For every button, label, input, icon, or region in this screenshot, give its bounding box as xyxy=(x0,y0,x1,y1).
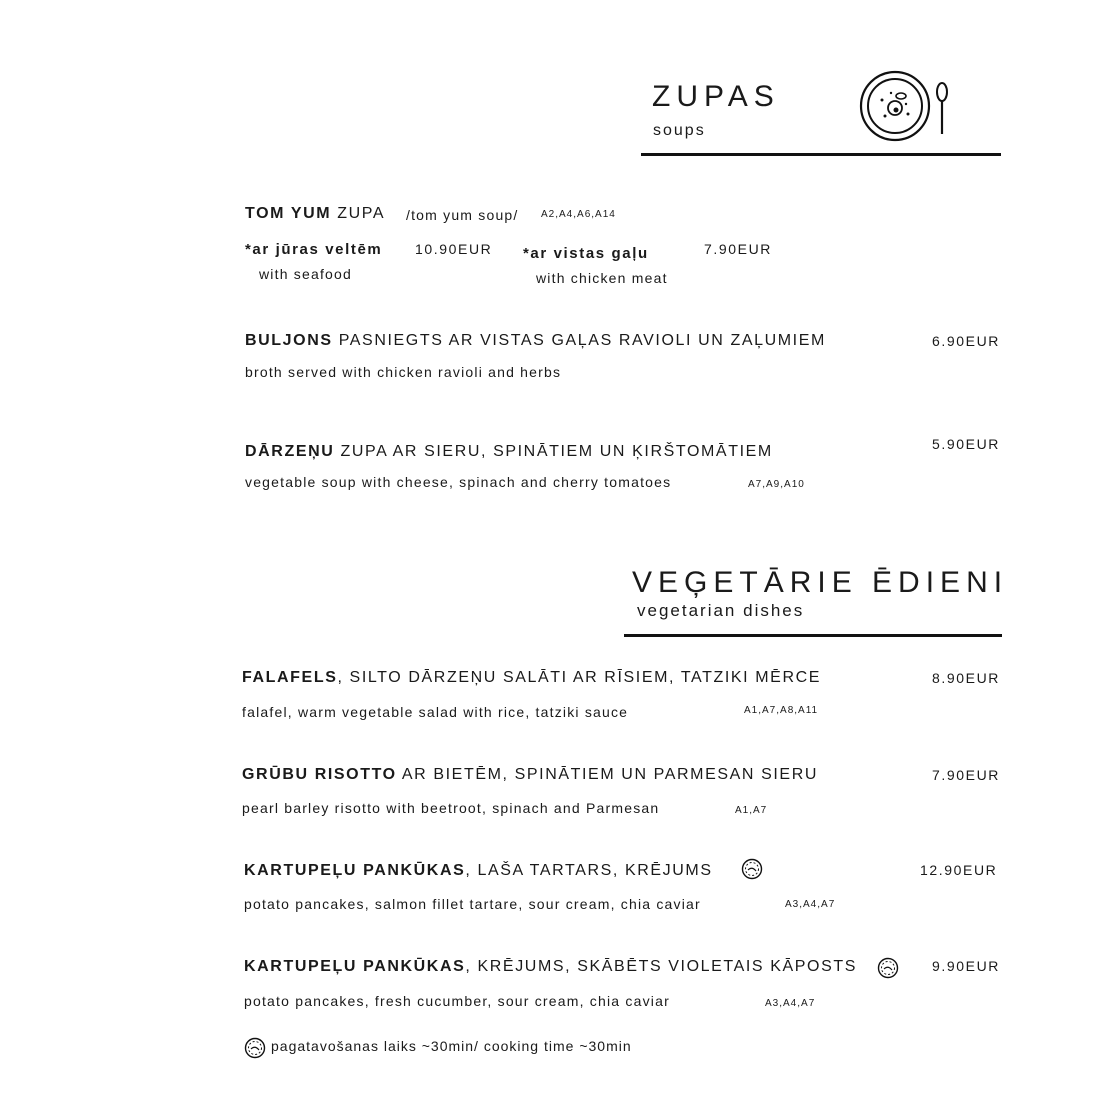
cooking-time-note: pagatavošanas laiks ~30min/ cooking time ~30min xyxy=(271,1038,632,1054)
dish-desc: broth served with chicken ravioli and herbs xyxy=(245,364,562,380)
allergens: A7,A9,A10 xyxy=(748,479,805,490)
dish-price: 12.90EUR xyxy=(920,862,998,878)
option-chicken-label: *ar vistas gaļu xyxy=(523,245,649,262)
dish-tom-yum xyxy=(245,205,385,223)
allergens: A1,A7,A8,A11 xyxy=(744,705,819,716)
cooking-time-icon xyxy=(877,957,899,979)
option-seafood-desc: with seafood xyxy=(259,266,353,282)
dish-desc: pearl barley risotto with beetroot, spinach and Parmesan xyxy=(242,800,660,816)
allergens: A1,A7 xyxy=(735,805,768,816)
soups-divider xyxy=(641,153,1001,156)
dish-price: 6.90EUR xyxy=(932,333,1001,349)
allergens: A3,A4,A7 xyxy=(785,899,836,910)
dish-name-rest: ZUPA xyxy=(331,205,386,222)
option-seafood-price: 10.90EUR xyxy=(415,241,493,257)
option-chicken-desc: with chicken meat xyxy=(536,270,668,286)
dish-kartupelu-cabbage xyxy=(244,958,857,976)
vegetarian-title: VEĢETĀRIE ĒDIENI xyxy=(632,566,1009,599)
dish-name-bold: KARTUPEĻU PANKŪKAS xyxy=(244,958,466,975)
dish-desc: falafel, warm vegetable salad with rice, tatziki sauce xyxy=(242,704,629,720)
dish-price: 7.90EUR xyxy=(932,767,1001,783)
cooking-time-icon xyxy=(741,858,763,880)
dish-desc: potato pancakes, salmon fillet tartare, sour cream, chia caviar xyxy=(244,896,701,912)
dish-name-rest: , KRĒJUMS, SKĀBĒTS VIOLETAIS KĀPOSTS xyxy=(465,958,858,975)
dish-name-bold: FALAFELS xyxy=(242,669,338,686)
dish-name-bold: KARTUPEĻU PANKŪKAS xyxy=(244,862,466,879)
dish-name-rest: ZUPA AR SIERU, SPINĀTIEM UN ĶIRŠTOMĀTIEM xyxy=(334,443,773,460)
dish-price: 9.90EUR xyxy=(932,958,1001,974)
option-seafood-label: *ar jūras veltēm xyxy=(245,241,383,258)
allergens: A3,A4,A7 xyxy=(765,998,816,1009)
dish-price: 8.90EUR xyxy=(932,670,1001,686)
dish-name-en: /tom yum soup/ xyxy=(406,207,519,223)
dish-name-rest: , LAŠA TARTARS, KRĒJUMS xyxy=(465,862,713,879)
soup-bowl-spoon-icon xyxy=(858,70,958,142)
allergens: A2,A4,A6,A14 xyxy=(541,209,616,220)
vegetarian-divider xyxy=(624,634,1002,637)
dish-buljons xyxy=(245,332,826,350)
dish-darzenu xyxy=(245,443,773,461)
vegetarian-subtitle: vegetarian dishes xyxy=(637,601,805,620)
dish-name-bold: BULJONS xyxy=(245,332,333,349)
soups-subtitle: soups xyxy=(653,122,706,139)
option-chicken-price: 7.90EUR xyxy=(704,241,773,257)
soups-title: ZUPAS xyxy=(652,80,780,113)
dish-name-rest: , SILTO DĀRZEŅU SALĀTI AR RĪSIEM, TATZIKI MĒRCE xyxy=(337,669,822,686)
dish-desc: potato pancakes, fresh cucumber, sour cream, chia caviar xyxy=(244,993,670,1009)
dish-name-rest: PASNIEGTS AR VISTAS GAĻAS RAVIOLI UN ZAĻUMIEM xyxy=(332,332,826,349)
dish-falafels xyxy=(242,669,821,687)
dish-name-bold: TOM YUM xyxy=(245,205,332,222)
dish-name-bold: DĀRZEŅU xyxy=(245,443,335,460)
cooking-time-icon xyxy=(244,1037,266,1059)
dish-desc: vegetable soup with cheese, spinach and cherry tomatoes xyxy=(245,474,672,490)
dish-name-bold: GRŪBU RISOTTO xyxy=(242,766,397,783)
dish-kartupelu-salmon xyxy=(244,862,713,880)
dish-grubu-risotto xyxy=(242,766,818,784)
dish-name-rest: AR BIETĒM, SPINĀTIEM UN PARMESAN SIERU xyxy=(396,766,819,783)
dish-price: 5.90EUR xyxy=(932,436,1001,452)
